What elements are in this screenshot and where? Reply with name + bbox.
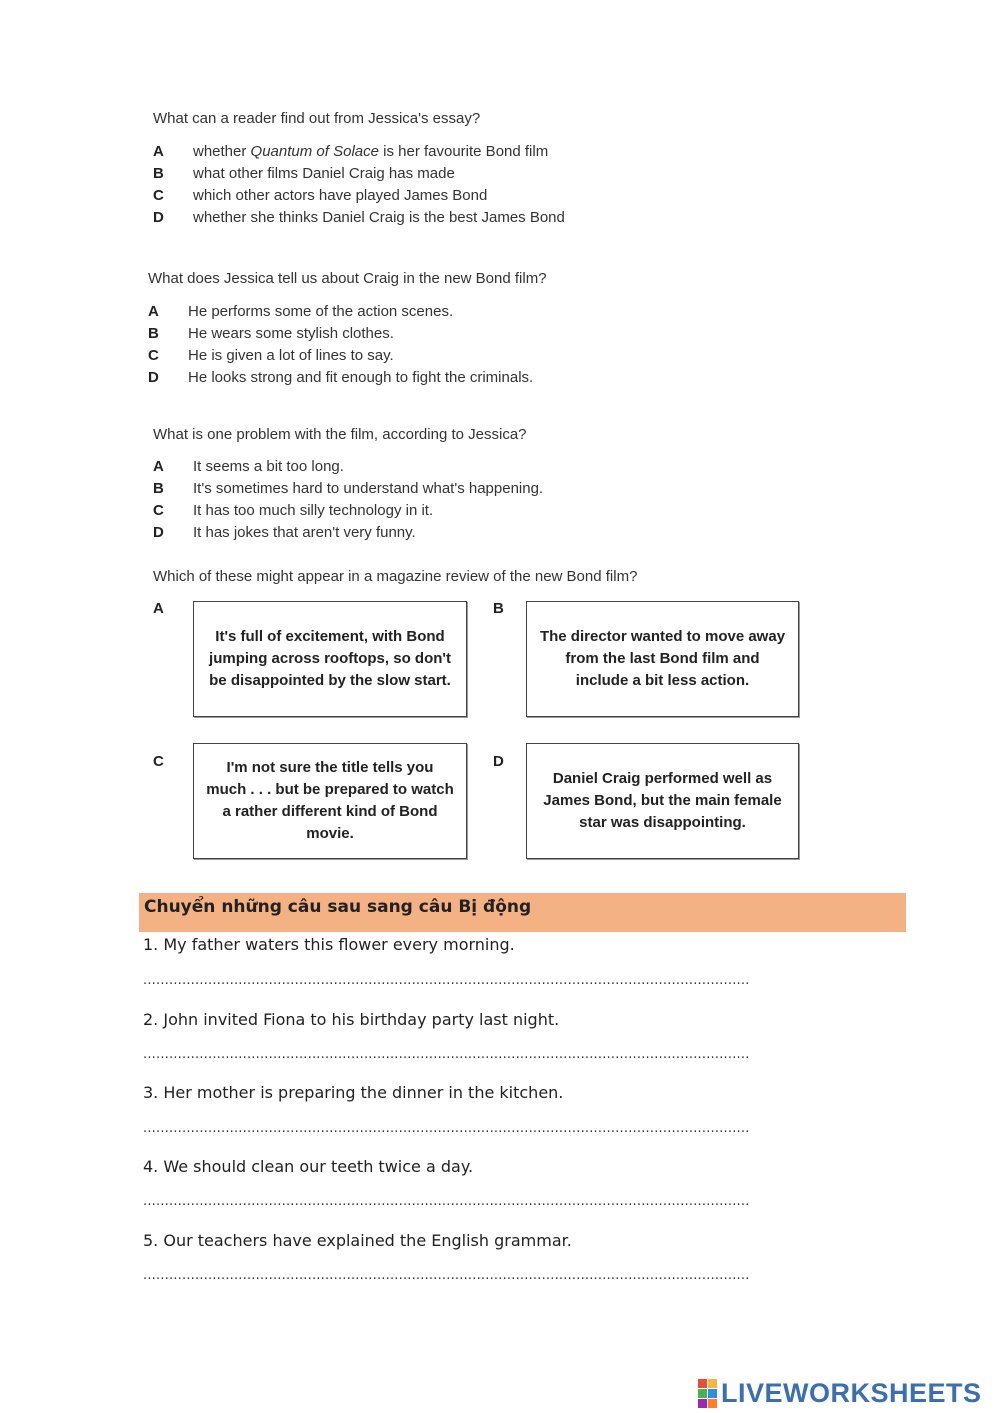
option-letter: C — [148, 347, 159, 364]
question-3-option-c[interactable] — [153, 502, 433, 519]
option-letter: C — [153, 187, 164, 204]
logo-grid-icon — [698, 1379, 717, 1408]
answer-field-4[interactable]: ............................................................................................................................................ — [143, 1194, 750, 1209]
box-a-letter: A — [153, 600, 164, 617]
box-b-letter: B — [493, 600, 504, 617]
option-text: what other films Daniel Craig has made — [193, 165, 455, 182]
review-box-d[interactable]: Daniel Craig performed well as James Bond, but the main female star was disappointing. — [526, 743, 799, 859]
option-letter: A — [148, 303, 159, 320]
question-2-option-d[interactable] — [148, 369, 533, 386]
question-1-option-d[interactable] — [153, 209, 565, 226]
option-text-before: whether — [193, 143, 251, 160]
option-letter: B — [148, 325, 159, 342]
option-text: It seems a bit too long. — [193, 458, 344, 475]
exercise-heading: Chuyển những câu sau sang câu Bị động — [139, 893, 906, 932]
question-3-option-d[interactable] — [153, 524, 416, 541]
option-letter: A — [153, 143, 164, 160]
question-2-option-c[interactable] — [148, 347, 394, 364]
exercise-sentence-4: 4. We should clean our teeth twice a day. — [143, 1157, 474, 1176]
option-letter: B — [153, 480, 164, 497]
option-letter: A — [153, 458, 164, 475]
option-letter: D — [148, 369, 159, 386]
answer-field-3[interactable]: ............................................................................................................................................ — [143, 1121, 750, 1136]
film-title: Quantum of Solace — [250, 143, 379, 160]
option-text: which other actors have played James Bond — [193, 187, 488, 204]
option-text: He is given a lot of lines to say. — [188, 347, 394, 364]
option-text: He looks strong and fit enough to fight the criminals. — [188, 369, 534, 386]
box-c-letter: C — [153, 753, 164, 770]
question-2-option-b[interactable] — [148, 325, 394, 342]
option-text: He wears some stylish clothes. — [188, 325, 394, 342]
box-d-letter: D — [493, 753, 504, 770]
option-letter: D — [153, 209, 164, 226]
option-text: He performs some of the action scenes. — [188, 303, 454, 320]
review-box-a[interactable]: It's full of excitement, with Bond jumping across rooftops, so don't be disappointed by the slow start. — [193, 601, 467, 717]
option-text: It has too much silly technology in it. — [193, 502, 434, 519]
option-text: It has jokes that aren't very funny. — [193, 524, 416, 541]
option-letter: B — [153, 165, 164, 182]
question-3-text: What is one problem with the film, according to Jessica? — [153, 426, 527, 443]
logo-text: LIVEWORKSHEETS — [721, 1378, 982, 1408]
exercise-sentence-2: 2. John invited Fiona to his birthday party last night. — [143, 1010, 560, 1029]
question-1-option-b[interactable] — [153, 165, 455, 182]
option-text: It's sometimes hard to understand what's happening. — [193, 480, 544, 497]
question-3-option-b[interactable] — [153, 480, 543, 497]
answer-field-1[interactable]: ............................................................................................................................................ — [143, 973, 750, 988]
answer-field-5[interactable]: ............................................................................................................................................ — [143, 1268, 750, 1283]
review-box-b[interactable]: The director wanted to move away from the last Bond film and include a bit less action. — [526, 601, 799, 717]
exercise-sentence-3: 3. Her mother is preparing the dinner in the kitchen. — [143, 1083, 564, 1102]
option-letter: D — [153, 524, 164, 541]
option-letter: C — [153, 502, 164, 519]
review-box-c[interactable]: I'm not sure the title tells you much . . . but be prepared to watch a rather different kind of Bond movie. — [193, 743, 467, 859]
question-3-option-a[interactable] — [153, 458, 344, 475]
liveworksheets-logo — [698, 1378, 982, 1409]
question-4-text: Which of these might appear in a magazine review of the new Bond film? — [153, 568, 638, 585]
question-1-text: What can a reader find out from Jessica's essay? — [153, 110, 481, 127]
question-1-option-a[interactable] — [153, 143, 548, 160]
exercise-sentence-1: 1. My father waters this flower every morning. — [143, 935, 515, 954]
question-1-option-c[interactable] — [153, 187, 487, 204]
question-2-option-a[interactable] — [148, 303, 453, 320]
exercise-sentence-5: 5. Our teachers have explained the English grammar. — [143, 1231, 572, 1250]
question-2-text: What does Jessica tell us about Craig in the new Bond film? — [148, 270, 547, 287]
answer-field-2[interactable]: ............................................................................................................................................ — [143, 1047, 750, 1062]
option-text-after: is her favourite Bond film — [378, 143, 549, 160]
option-text: whether she thinks Daniel Craig is the best James Bond — [193, 209, 565, 226]
